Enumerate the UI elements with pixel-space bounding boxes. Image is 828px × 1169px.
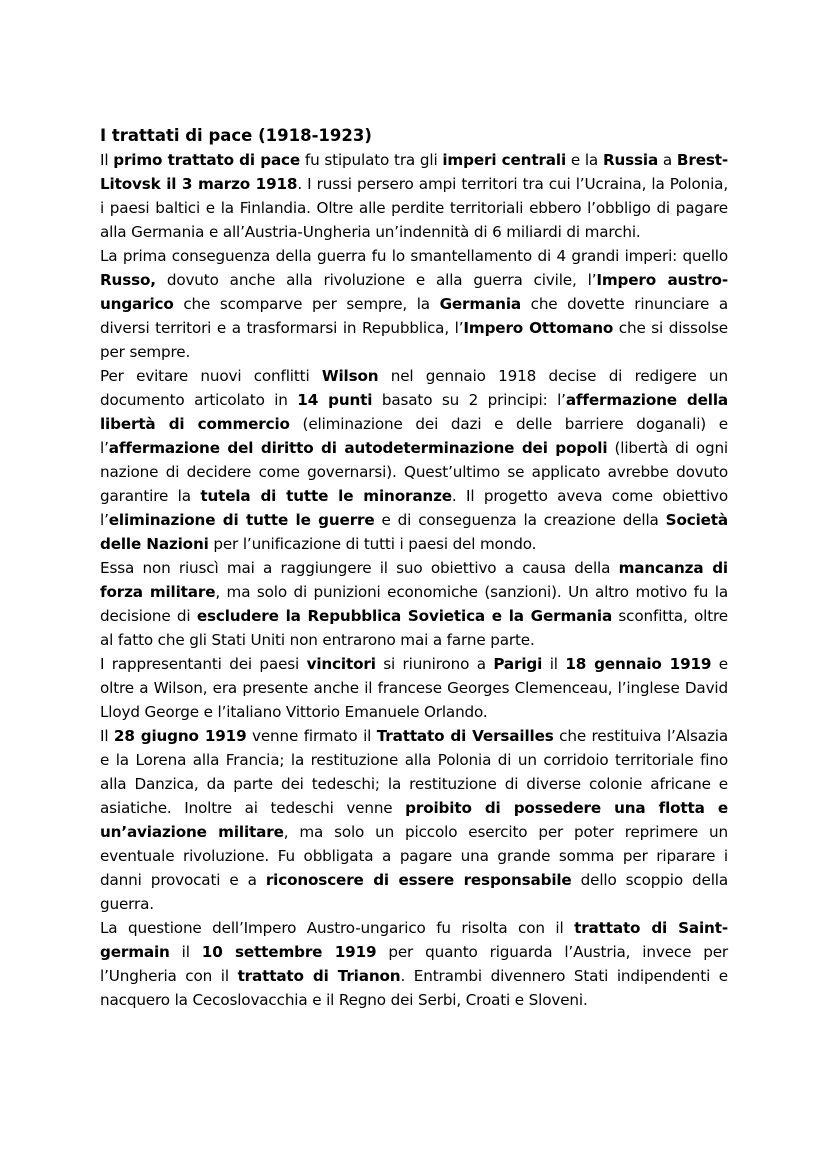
text-run: che restituiva l’Alsazia e la Lorena alla Francia; la restituzione alla Polonia di un corridoio territoriale fino alla Danzica, da parte dei tedeschi; la restituzione di diverse colonie africane e asiatiche. Inoltre ai tedeschi venne: [100, 727, 729, 817]
text-run: , ma solo di punizioni economiche (sanzioni). Un altro motivo fu la decisione di: [100, 583, 728, 625]
bold-run: trattato di Saint-germain: [100, 919, 728, 961]
text-run: e oltre a Wilson, era presente anche il francese Georges Clemenceau, l’inglese David Lloyd George e l’italiano Vittorio Emanuele Orlando.: [100, 655, 728, 721]
bold-run: imperi centrali: [442, 151, 566, 169]
bold-run: Russo,: [100, 271, 156, 289]
document-title: I trattati di pace (1918-1923): [100, 126, 372, 145]
text-run: dello scoppio della guerra.: [100, 871, 728, 913]
text-run: , ma solo un piccolo esercito per poter reprimere un eventuale rivoluzione. Fu obbligata a pagare una grande somma per riparare i danni provocati e a: [100, 823, 728, 889]
text-run: Il: [100, 151, 114, 169]
text-run: che scomparve per sempre, la: [173, 295, 440, 313]
text-run: I rappresentanti dei paesi: [100, 655, 307, 673]
text-run: e di conseguenza la creazione della: [374, 511, 666, 529]
text-run: La prima conseguenza della guerra fu lo smantellamento di 4 grandi imperi: quello: [100, 247, 728, 265]
bold-run: Impero Ottomano: [463, 319, 614, 337]
document-page: [100, 124, 728, 1012]
text-run: per quanto riguarda l’Austria, invece per l’Ungheria con il: [100, 943, 729, 985]
text-run: La questione dell’Impero Austro-ungarico fu risolta con il: [100, 919, 575, 937]
text-run: Il: [100, 727, 114, 745]
text-run: basato su 2 principi: l’: [372, 391, 566, 409]
text-run: che si dissolse per sempre.: [100, 319, 728, 361]
text-run: dovuto anche alla rivoluzione e alla guerra civile, l’: [155, 271, 597, 289]
paragraph-brest-litovsk: [100, 148, 728, 244]
bold-run: Russia: [602, 151, 659, 169]
bold-run: vincitori: [306, 655, 376, 673]
bold-run: escludere la Repubblica Sovietica e la Germania: [196, 607, 613, 625]
bold-run: affermazione del diritto di autodeterminazione dei popoli: [108, 439, 608, 457]
bold-run: mancanza di forza militare: [100, 559, 728, 601]
bold-run: tutela di tutte le minoranze: [200, 487, 452, 505]
bold-run: Impero austro-ungarico: [100, 271, 728, 313]
text-run: il: [169, 943, 202, 961]
bold-run: affermazione della libertà di commercio: [100, 391, 729, 433]
text-run: fu stipulato tra gli: [300, 151, 443, 169]
text-run: sconfitta, oltre al fatto che gli Stati Uniti non entrarono mai a farne parte.: [100, 607, 729, 649]
text-run: Essa non riuscì mai a raggiungere il suo obiettivo a causa della: [100, 559, 619, 577]
bold-run: 28 giugno 1919: [113, 727, 247, 745]
text-run: . Il progetto aveva come obiettivo l’: [100, 487, 728, 529]
text-run: . Entrambi divennero Stati indipendenti e nacquero la Cecoslovacchia e il Regno dei Serbi, Croati e Sloveni.: [100, 967, 728, 1009]
bold-run: Parigi: [493, 655, 543, 673]
text-run: nel gennaio 1918 decise di redigere un documento articolato in: [100, 367, 728, 409]
bold-run: Germania: [439, 295, 521, 313]
paragraph-parigi: [100, 652, 728, 724]
bold-run: Società delle Nazioni: [100, 511, 729, 553]
bold-run: Trattato di Versailles: [376, 727, 554, 745]
paragraph-saint-germain-trianon: [100, 916, 728, 1012]
paragraph-societa-nazioni: [100, 556, 728, 652]
text-run: si riunirono a: [375, 655, 494, 673]
text-run: e la: [566, 151, 603, 169]
text-run: venne firmato il: [246, 727, 377, 745]
bold-run: Brest-Litovsk il 3 marzo 1918: [100, 151, 728, 193]
text-run: il: [542, 655, 566, 673]
text-run: per l’unificazione di tutti i paesi del mondo.: [208, 535, 537, 553]
paragraph-wilson: [100, 364, 728, 556]
bold-run: primo trattato di pace: [113, 151, 301, 169]
bold-run: 14 punti: [297, 391, 373, 409]
bold-run: 18 gennaio 1919: [565, 655, 712, 673]
bold-run: Wilson: [321, 367, 379, 385]
text-run: a: [658, 151, 677, 169]
bold-run: trattato di Trianon: [237, 967, 401, 985]
text-run: (libertà di ogni nazione di decidere come governarsi). Quest’ultimo se applicato avrebbe dovuto garantire la: [100, 439, 728, 505]
paragraph-versailles: [100, 724, 728, 916]
text-run: . I russi persero ampi territori tra cui l’Ucraina, la Polonia, i paesi baltici e la Finlandia. Oltre alle perdite territoriali ebbero l’obbligo di pagare alla Germania e all’Austria-Ungheria un’indennità di 6 miliardi di marchi.: [100, 175, 728, 241]
text-run: (eliminazione dei dazi e delle barriere doganali) e l’: [100, 415, 728, 457]
bold-run: 10 settembre 1919: [201, 943, 377, 961]
bold-run: eliminazione di tutte le guerre: [108, 511, 375, 529]
text-run: che dovette rinunciare a diversi territori e a trasformarsi in Repubblica, l’: [100, 295, 728, 337]
bold-run: proibito di possedere una flotta e un’aviazione militare: [100, 799, 729, 841]
paragraph-imperi: [100, 244, 728, 364]
bold-run: riconoscere di essere responsabile: [265, 871, 572, 889]
text-run: Per evitare nuovi conflitti: [100, 367, 322, 385]
